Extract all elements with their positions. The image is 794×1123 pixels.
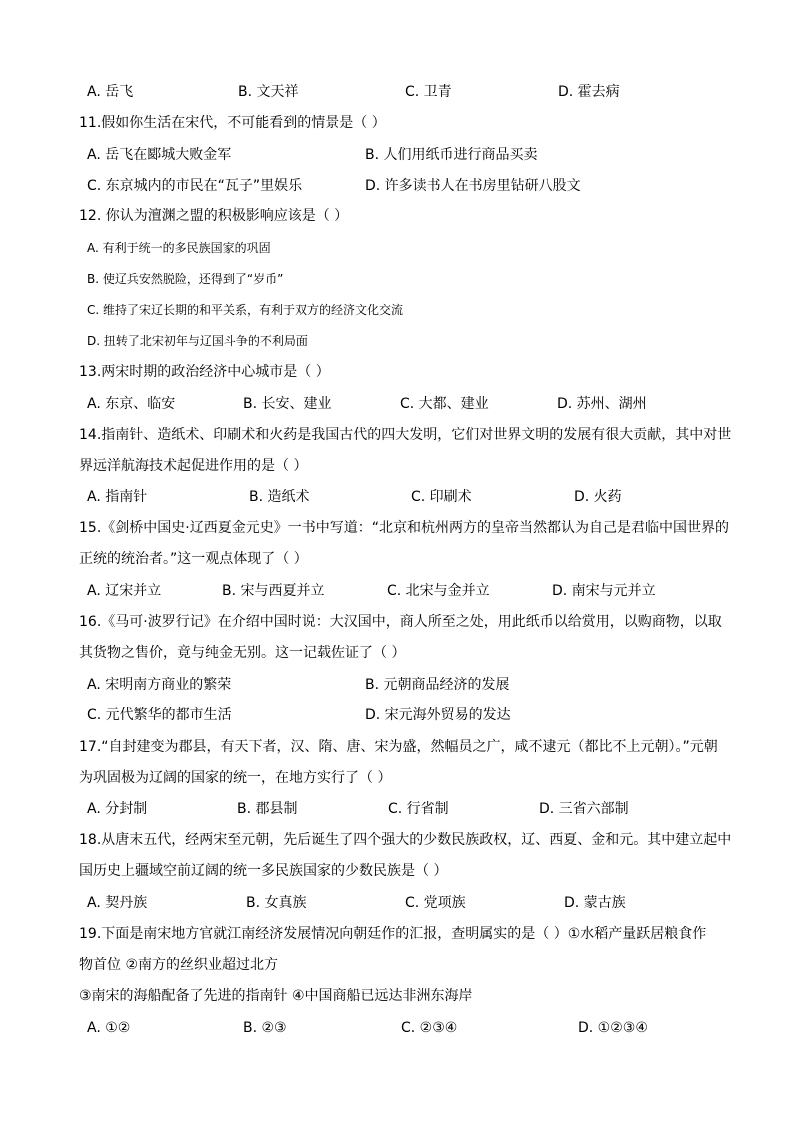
option-b: B. 郡县制 — [237, 801, 298, 817]
option-d: D. 三省六部制 — [539, 801, 629, 817]
option-d: D. 许多读书人在书房里钻研八股文 — [365, 178, 581, 194]
option-a: A. 分封制 — [87, 801, 148, 817]
option-d: D. 南宋与元并立 — [552, 583, 656, 599]
option-a: A. 有利于统一的多民族国家的巩固 — [87, 241, 271, 255]
option-a: A. 契丹族 — [87, 895, 148, 911]
question-stem: 13.两宋时期的政治经济中心城市是（ ） — [79, 364, 330, 380]
question-stem-cont: 为巩固极为辽阔的国家的统一，在地方实行了（ ） — [79, 770, 392, 786]
option-a: A. ①② — [87, 1020, 131, 1036]
question-stem-cont: ③南宋的海船配备了先进的指南针 ④中国商船已远达非洲东海岸 — [79, 988, 473, 1004]
option-b: B. 元朝商品经济的发展 — [365, 677, 510, 693]
option-a: A. 指南针 — [87, 489, 148, 505]
option-b: B. 文天祥 — [238, 84, 299, 100]
question-stem: 11.假如你生活在宋代，不可能看到的情景是（ ） — [79, 115, 386, 131]
option-b: B. 宋与西夏并立 — [222, 583, 325, 599]
question-stem: 19.下面是南宋地方官就江南经济发展情况向朝廷作的汇报，查明属实的是（ ）①水稻产量跃居粮食作 — [79, 926, 707, 942]
option-a: A. 辽宋并立 — [87, 583, 162, 599]
option-c: C. 维持了宋辽长期的和平关系，有利于双方的经济文化交流 — [87, 303, 404, 317]
option-c: C. 北宋与金并立 — [387, 583, 490, 599]
option-d: D. 苏州、湖州 — [557, 396, 647, 412]
option-d: D. 扭转了北宋初年与辽国斗争的不利局面 — [87, 334, 308, 348]
option-d: D. 火药 — [574, 489, 622, 505]
option-d: D. 蒙古族 — [564, 895, 626, 911]
question-stem-cont: 国历史上疆域空前辽阔的统一多民族国家的少数民族是（ ） — [79, 863, 448, 879]
question-stem-cont: 其货物之售价，竟与纯金无别。这一记载佐证了（ ） — [79, 645, 406, 661]
question-stem-cont: 界远洋航海技术起促进作用的是（ ） — [79, 458, 308, 474]
option-c: C. 行省制 — [388, 801, 449, 817]
question-stem: 14.指南针、造纸术、印刷术和火药是我国古代的四大发明，它们对世界文明的发展有很大贡献，其中对世 — [79, 427, 732, 443]
option-c: C. 党项族 — [405, 895, 466, 911]
option-b: B. 造纸术 — [249, 489, 310, 505]
option-c: C. ②③④ — [401, 1020, 458, 1036]
option-d: D. ①②③④ — [578, 1020, 648, 1036]
question-stem: 18.从唐末五代，经两宋至元朝，先后诞生了四个强大的少数民族政权，辽、西夏、金和元。其中建立起中 — [79, 832, 732, 848]
question-stem: 16.《马可·波罗行记》在介绍中国时说：大汉国中，商人所至之处，用此纸币以给赏用，以购商物，以取 — [79, 614, 722, 630]
question-stem: 17.“自封建变为郡县，有天下者，汉、隋、唐、宋为盛，然幅员之广，咸不逮元（都比不上元朝）。”元朝 — [79, 739, 718, 755]
option-c: C. 大都、建业 — [400, 396, 489, 412]
option-c: C. 元代繁华的都市生活 — [87, 707, 232, 723]
option-a: A. 宋明南方商业的繁荣 — [87, 677, 232, 693]
question-stem-cont: 物首位 ②南方的丝织业超过北方 — [79, 957, 279, 973]
option-a: A. 岳飞 — [87, 84, 134, 100]
option-a: A. 东京、临安 — [87, 396, 176, 412]
option-d: D. 霍去病 — [558, 84, 620, 100]
option-b: B. 使辽兵安然脱险，还得到了“岁币” — [87, 272, 284, 286]
option-b: B. 女真族 — [246, 895, 307, 911]
question-stem-cont: 正统的统治者。”这一观点体现了（ ） — [79, 551, 308, 567]
option-c: C. 印刷术 — [411, 489, 472, 505]
option-c: C. 东京城内的市民在“瓦子”里娱乐 — [87, 178, 303, 194]
option-c: C. 卫青 — [405, 84, 452, 100]
option-a: A. 岳飞在郾城大败金军 — [87, 147, 232, 163]
option-b: B. 人们用纸币进行商品买卖 — [365, 147, 538, 163]
question-stem: 12. 你认为澶渊之盟的积极影响应该是（ ） — [79, 208, 349, 224]
option-b: B. 长安、建业 — [243, 396, 332, 412]
option-d: D. 宋元海外贸易的发达 — [365, 707, 511, 723]
option-b: B. ②③ — [243, 1020, 287, 1036]
question-stem: 15.《剑桥中国史·辽西夏金元史》一书中写道：“北京和杭州两方的皇帝当然都认为自己是君临中国世界的 — [79, 520, 729, 536]
